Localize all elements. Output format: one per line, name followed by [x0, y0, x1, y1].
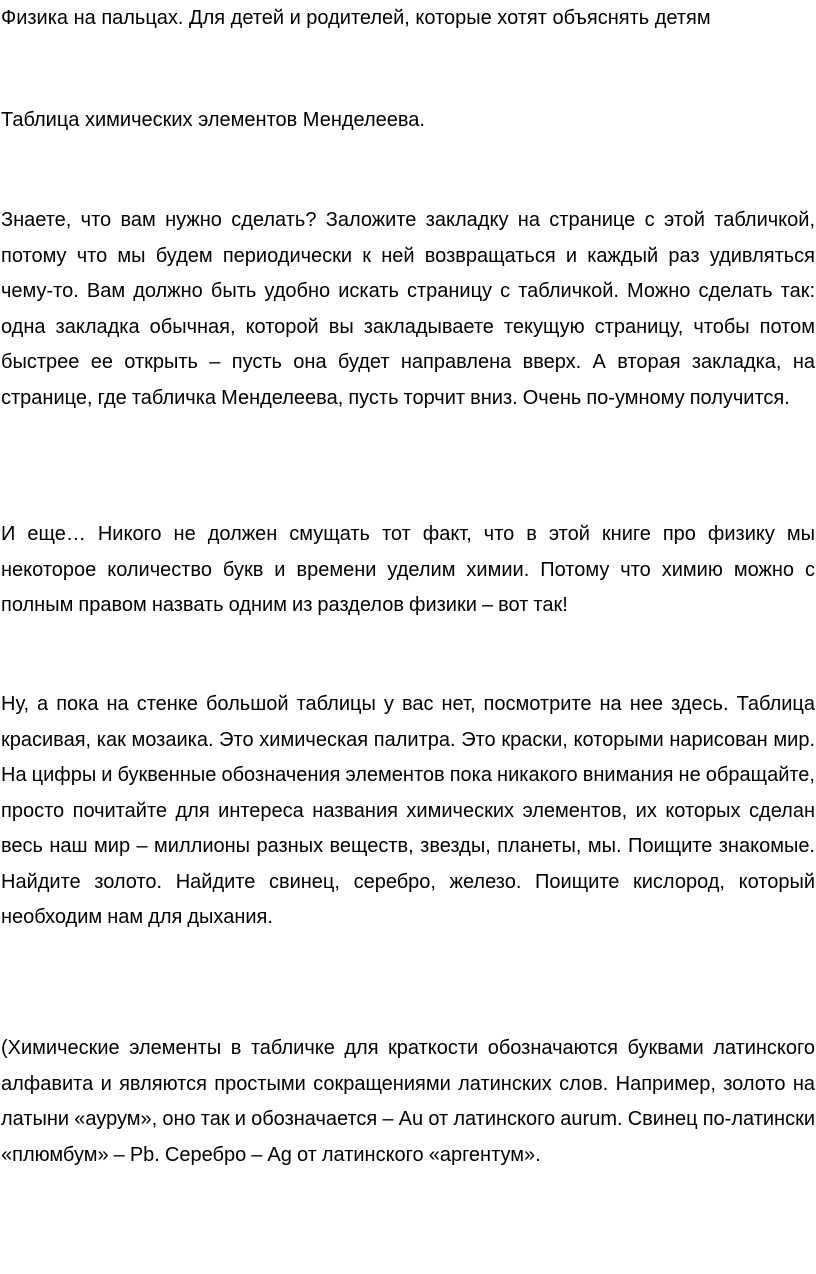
paragraph-bookmark: Знаете, что вам нужно сделать? Заложите закладку на странице с этой табличкой, потому что мы будем периодически к ней возвращаться и каждый раз удивляться чему-то. Вам должно быть удобно искать страницу с табличкой. Можно сделать так: одна закладка обычная, которой вы закладываете текущую страницу, чтобы потом быстрее ее открыть – пусть она будет направлена вверх. А вторая закладка, на странице, где табличка Менделеева, пусть торчит вниз. Очень по-умному получится.	[1, 209, 815, 409]
paragraph-latin-symbols: (Химические элементы в табличке для краткости обозначаются буквами латинского алфавита и являются простыми сокращениями латинских слов. Например, золото на латыни «аурум», оно так и обозначается – Au от латинского aurum. Свинец по-латински «плюмбум» – Pb. Серебро – Ag от латинского «аргентум».	[1, 1037, 815, 1166]
header-line: Физика на пальцах. Для детей и родителей, которые хотят объяснять детям	[1, 7, 711, 29]
paragraph-table: Ну, а пока на стенке большой таблицы у вас нет, посмотрите на нее здесь. Таблица красивая, как мозаика. Это химическая палитра. Это краски, которыми нарисован мир. На цифры и буквенные обозначения элементов пока никакого внимания не обращайте, просто почитайте для интереса названия химических элементов, их которых сделан весь наш мир – миллионы разных веществ, звезды, планеты, мы. Поищите знакомые. Найдите золото. Найдите свинец, серебро, железо. Поищите кислород, который необходим нам для дыхания.	[1, 693, 815, 928]
paragraph-chemistry: И еще… Никого не должен смущать тот факт, что в этой книге про физику мы некоторое количество букв и времени уделим химии. Потому что химию можно с полным правом назвать одним из разделов физики – вот так!	[1, 523, 815, 616]
section-title: Таблица химических элементов Менделеева.	[1, 109, 425, 131]
